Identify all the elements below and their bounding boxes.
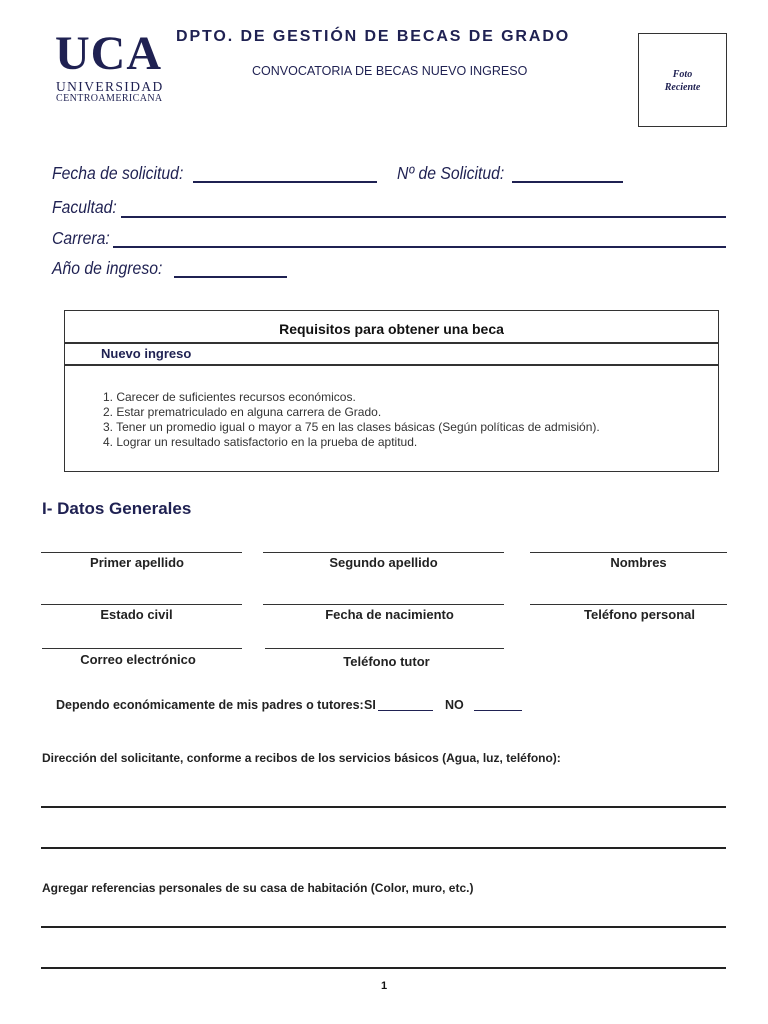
photo-label-line1: Foto [672,69,693,80]
requirements-divider-bottom [65,364,718,366]
referencias-line-2[interactable] [41,967,726,969]
no-label: NO [445,698,464,712]
requirement-item: 4. Lograr un resultado satisfactorio en la prueba de aptitud. [103,435,418,449]
nombres-field[interactable] [530,552,727,553]
numero-solicitud-field[interactable] [512,181,623,183]
facultad-label: Facultad: [52,197,117,217]
fecha-nacimiento-field[interactable] [263,604,504,605]
telefono-personal-label: Teléfono personal [584,607,695,622]
carrera-field[interactable] [113,246,726,248]
correo-label: Correo electrónico [80,652,196,667]
requirement-item: 3. Tener un promedio igual o mayor a 75 en las clases básicas (Según políticas de admisión). [103,420,600,434]
requirement-item: 2. Estar prematriculado en alguna carrera de Grado. [103,405,382,419]
primer-apellido-field[interactable] [41,552,242,553]
dependencia-question: Dependo económicamente de mis padres o tutores: [56,698,364,712]
direccion-line-2[interactable] [41,847,726,849]
uca-logo: UCA [55,27,162,80]
telefono-personal-field[interactable] [530,604,727,605]
estado-civil-field[interactable] [41,604,242,605]
photo-label-line2: Reciente [664,82,701,93]
no-field[interactable] [474,710,522,711]
carrera-label: Carrera: [52,228,110,248]
nombres-label: Nombres [610,555,667,570]
requirement-item: 1. Carecer de suficientes recursos económicos. [103,390,356,404]
requirements-box [64,310,719,472]
segundo-apellido-label: Segundo apellido [329,555,438,570]
requirements-divider-top [65,342,718,344]
primer-apellido-label: Primer apellido [90,555,184,570]
call-subtitle: CONVOCATORIA DE BECAS NUEVO INGRESO [252,64,528,78]
datos-generales-heading: I- Datos Generales [42,499,192,518]
anio-ingreso-field[interactable] [174,276,287,278]
telefono-tutor-field[interactable] [265,648,504,649]
department-title: DPTO. DE GESTIÓN DE BECAS DE GRADO [176,28,571,45]
segundo-apellido-field[interactable] [263,552,504,553]
logo-centroamericana-text: CENTROAMERICANA [56,93,163,104]
estado-civil-label: Estado civil [100,607,173,622]
requirements-title: Requisitos para obtener una beca [279,321,504,337]
si-field[interactable] [378,710,433,711]
correo-field[interactable] [42,648,242,649]
si-label: SI [364,698,376,712]
facultad-field[interactable] [121,216,726,218]
fecha-solicitud-label: Fecha de solicitud: [52,163,184,183]
referencias-line-1[interactable] [41,926,726,928]
photo-label [639,68,726,94]
page-number: 1 [380,980,388,992]
direccion-label: Dirección del solicitante, conforme a recibos de los servicios básicos (Agua, luz, teléfono): [42,751,561,765]
direccion-line-1[interactable] [41,806,726,808]
fecha-solicitud-field[interactable] [193,181,377,183]
numero-solicitud-label: Nº de Solicitud: [397,163,505,183]
photo-box [638,33,727,127]
anio-ingreso-label: Año de ingreso: [52,258,163,278]
requirements-list [103,390,600,450]
logo-universidad-text: UNIVERSIDAD [56,79,164,94]
referencias-label: Agregar referencias personales de su casa de habitación (Color, muro, etc.) [42,881,474,895]
fecha-nacimiento-label: Fecha de nacimiento [325,607,454,622]
requirements-subtitle: Nuevo ingreso [101,346,192,361]
telefono-tutor-label: Teléfono tutor [343,654,430,669]
